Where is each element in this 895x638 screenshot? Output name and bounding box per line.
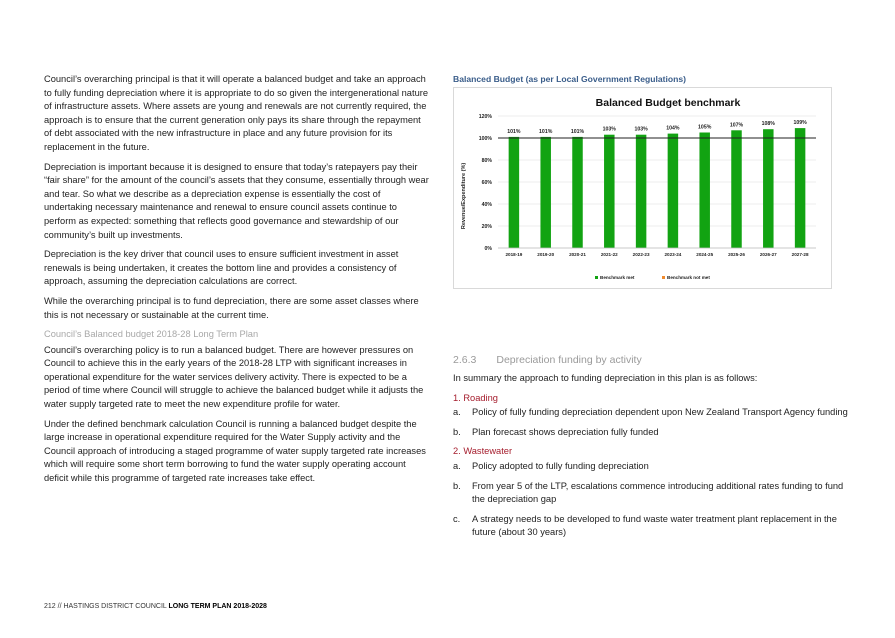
- x-tick-label: 2022-23: [632, 252, 650, 257]
- y-tick-label: 60%: [481, 180, 492, 186]
- bar: [763, 129, 773, 248]
- y-tick-label: 20%: [481, 224, 492, 230]
- list-item: [453, 480, 853, 507]
- x-tick-label: 2024-25: [696, 252, 714, 257]
- data-label: 103%: [602, 126, 616, 133]
- list-text: From year 5 of the LTP, escalations commence introducing additional rates funding to fund the depreciation gap: [472, 480, 844, 505]
- page-footer: [44, 603, 267, 610]
- data-label: 109%: [793, 120, 807, 127]
- list-letter: b.: [453, 480, 461, 491]
- paragraph-asset-classes: While the overarching principal is to fund depreciation, there are some asset classes where this is not necessary or sustainable at the current time.: [44, 295, 419, 320]
- y-tick-label: 0%: [484, 246, 492, 252]
- x-tick-label: 2019-20: [537, 252, 555, 257]
- chart-container: [453, 87, 832, 289]
- list-item: [453, 460, 853, 474]
- y-tick-label: 120%: [478, 114, 492, 120]
- list-text: Policy adopted to fully funding depreciation: [472, 460, 649, 471]
- data-label: 101%: [507, 128, 521, 135]
- footer-prefix: 212 // HASTINGS DISTRICT COUNCIL: [44, 603, 167, 610]
- bar: [540, 137, 550, 248]
- section-title: Depreciation funding by activity: [496, 354, 642, 366]
- x-tick-label: 2018-19: [505, 252, 523, 257]
- chart-title: Balanced Budget benchmark: [595, 97, 741, 109]
- x-tick-label: 2025-26: [728, 252, 745, 257]
- data-label: 103%: [634, 126, 648, 133]
- data-label: 107%: [729, 122, 744, 129]
- y-tick-label: 80%: [481, 158, 492, 164]
- list-letter: a.: [453, 460, 461, 471]
- list-item: [453, 406, 853, 420]
- y-axis-label: Revenue/Expenditure (%): [461, 162, 467, 230]
- list-letter: c.: [453, 513, 461, 524]
- paragraph-depreciation-importance: Depreciation is important because it is designed to ensure that today’s ratepayers pay their “fair share” for the amount of the council’s assets that they consume, essentially through wear and tear. So what we describe as a depreciation expense is essentially the cost of undertaking necessary maintenance and renewal to ensure council assets continue to perform as expected: something that reflects good governance and stewardship of our community’s built up investments.: [44, 161, 429, 240]
- paragraph-overarching-principal: Council’s overarching principal is that it will operate a balanced budget and take an approach to fully funding depreciation where it is appropriate to do so given the intergenerational nature of infrastructure assets. Where assets are young and renewals are not currently required, the approach is to ensure that the current generation only pays its share through the repayment of debt associated with the new infrastructure in place and any future provision for its replacement in the future.: [44, 74, 429, 152]
- subheading-balanced-budget: Council’s Balanced budget 2018-28 Long Term Plan: [44, 329, 259, 340]
- y-tick-label: 40%: [481, 202, 492, 208]
- paragraph-balanced-policy: Council’s overarching policy is to run a balanced budget. There are however pressures on Council to achieve this in the early years of the 2018-28 LTP with significant increases in operational expenditure for the water services delivery activity. There is expected to be a period of time where Council will struggle to achieve the balanced budget while it adjusts the water supply targeted rate to meet the new expenditure profile for water.: [44, 344, 424, 410]
- list-letter: b.: [453, 426, 461, 437]
- balanced-budget-chart: [454, 88, 831, 288]
- list-item: [453, 513, 853, 540]
- bar: [731, 130, 741, 248]
- legend-label-met: Benchmark met: [600, 275, 635, 280]
- data-label: 108%: [761, 121, 775, 128]
- chart-caption: Balanced Budget (as per Local Government Regulations): [453, 74, 687, 84]
- paragraph-depreciation-driver: Depreciation is the key driver that council uses to ensure sufficient investment in asset renewals is being undertaken, it creates the bottom line and provides a consistency of approach, assuming the depreciation calculations are correct.: [44, 249, 399, 287]
- data-label: 101%: [539, 128, 553, 135]
- bar: [668, 134, 678, 248]
- x-tick-label: 2027-28: [791, 252, 809, 257]
- bar: [636, 135, 646, 248]
- section-number: 2.6.3: [453, 354, 477, 366]
- data-label: 101%: [570, 128, 585, 135]
- list-letter: a.: [453, 407, 461, 418]
- category-roading-title: 1. Roading: [453, 392, 498, 403]
- legend-label-not-met: Benchmark not met: [667, 275, 710, 280]
- bar: [604, 135, 614, 248]
- list-text: A strategy needs to be developed to fund waste water treatment plant replacement in the future (about 30 years): [472, 513, 837, 538]
- list-text: Plan forecast shows depreciation fully funded: [472, 426, 659, 437]
- summary-intro: In summary the approach to funding depreciation in this plan is as follows:: [453, 373, 758, 383]
- right-column: [453, 73, 853, 538]
- funding-summary: [453, 372, 853, 546]
- paragraph-benchmark-calculation: Under the defined benchmark calculation Council is running a balanced budget despite the large increase in operational expenditure required for the Water Supply activity and the Council approach of introducing a staged programme of water supply targeted rate increases which will require some short term borrowing to fund the water supply operating account deficit while this programme of targeted rate increases take effect.: [44, 418, 426, 484]
- data-label: 105%: [698, 124, 712, 131]
- x-tick-label: 2026-27: [759, 252, 777, 257]
- bar: [509, 137, 519, 248]
- footer-document-title: LONG TERM PLAN 2018-2028: [168, 603, 267, 610]
- category-wastewater-title: 2. Wastewater: [453, 446, 513, 457]
- legend-swatch-not-met: [662, 276, 665, 279]
- left-column: [44, 73, 430, 492]
- x-tick-label: 2023-24: [664, 252, 682, 257]
- bar: [699, 133, 709, 249]
- bar: [795, 128, 805, 248]
- x-tick-label: 2021-22: [600, 252, 618, 257]
- y-tick-label: 100%: [478, 136, 492, 142]
- list-item: [453, 426, 853, 440]
- list-text: Policy of fully funding depreciation dependent upon New Zealand Transport Agency funding: [472, 407, 848, 418]
- x-tick-label: 2020-21: [569, 252, 586, 257]
- data-label: 104%: [666, 125, 680, 132]
- bar: [572, 137, 582, 248]
- section-heading: [453, 354, 642, 368]
- legend-swatch-met: [595, 276, 598, 279]
